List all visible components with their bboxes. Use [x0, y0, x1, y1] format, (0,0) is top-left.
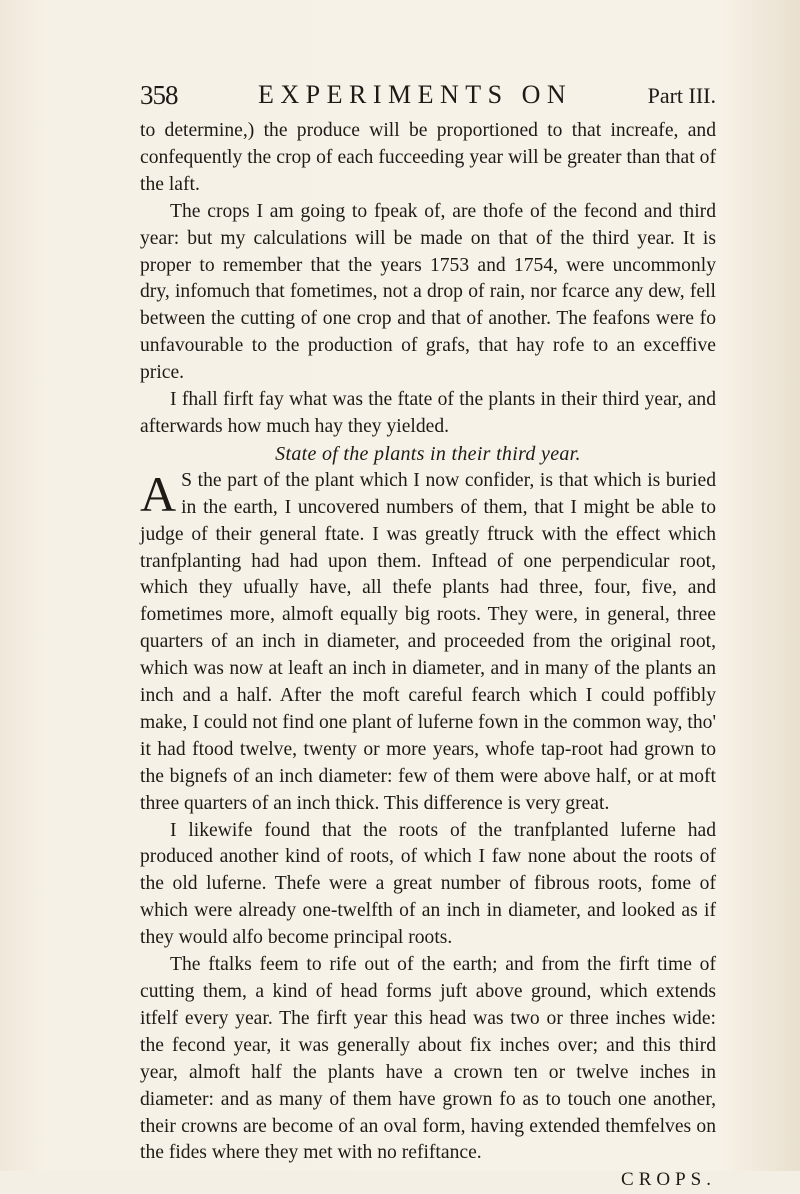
part-label: Part III. — [647, 83, 716, 108]
paragraph: I likewife found that the roots of the tranfplanted luferne had produced another kind of roots, of which I faw none about the roots of the old luferne. Thefe were a great number of fibrous roots, fome of which were already one-twelfth of an inch in diameter, and looked as if they would alfo become principal roots. — [140, 819, 716, 949]
page-body — [140, 118, 716, 1194]
catchword: CROPS. — [621, 1169, 716, 1191]
paragraph-text: S the part of the plant which I now confider, is that which is buried in the earth, I uncovered numbers of them, that I might be able to judge of their general ftate. I was greatly ftruck with the effect which tranfplanting had had upon them. Inftead of one perpendicular root, which they ufually have, all thefe plants had three, four, five, and fometimes more, almoft equally big roots. They were, in general, three quarters of an inch in diameter, and proceeded from the original root, which was now at leaft an inch in diameter, and in many of the plants an inch and a half. After the moft careful fearch which I could poffibly make, I could not find one plant of luferne fown in the common way, tho' it had ftood twelve, twenty or more years, whofe tap-root had grown to the bignefs of an inch diameter: few of them were above half, or at moft three quarters of an inch thick. This difference is very great. — [140, 469, 716, 814]
paragraph: I fhall firft fay what was the ftate of the plants in their third year, and afterwards how much hay they yielded. — [140, 389, 716, 437]
page-header — [140, 78, 716, 112]
page-number: 358 — [140, 80, 178, 110]
paragraph-with-dropcap — [140, 465, 716, 818]
paragraph: The ftalks feem to rife out of the earth; and from the firft time of cutting them, a kind of head forms juft above ground, which extends itfelf every year. The firft year this head was two or three inches wide: the fecond year, it was generally about fix inches over; and this third year, almoft half the plants have a crown ten or twelve inches in diameter: and as many of them have grown fo as to touch one another, their crowns are become of an oval form, having extended themfelves on the fides where they met with no refiftance. — [140, 954, 716, 1164]
drop-cap: A — [140, 465, 177, 522]
running-title: EXPERIMENTS ON — [258, 80, 573, 109]
section-heading: State of the plants in their third year. — [275, 442, 581, 465]
paragraph: The crops I am going to fpeak of, are thofe of the fecond and third year: but my calculations will be made on that of the third year. It is proper to remember that the years 1753 and 1754, were uncommonly dry, infomuch that fometimes, not a drop of rain, nor fcarce any dew, fell between the cutting of one crop and that of another. The feafons were fo unfavourable to the production of grafs, that hay rofe to an exceffive price. — [140, 200, 716, 384]
paragraph-continuation: to determine,) the produce will be proportioned to that increafe, and confequently the crop of each fucceeding year will be greater than that of the laft. — [140, 120, 716, 195]
